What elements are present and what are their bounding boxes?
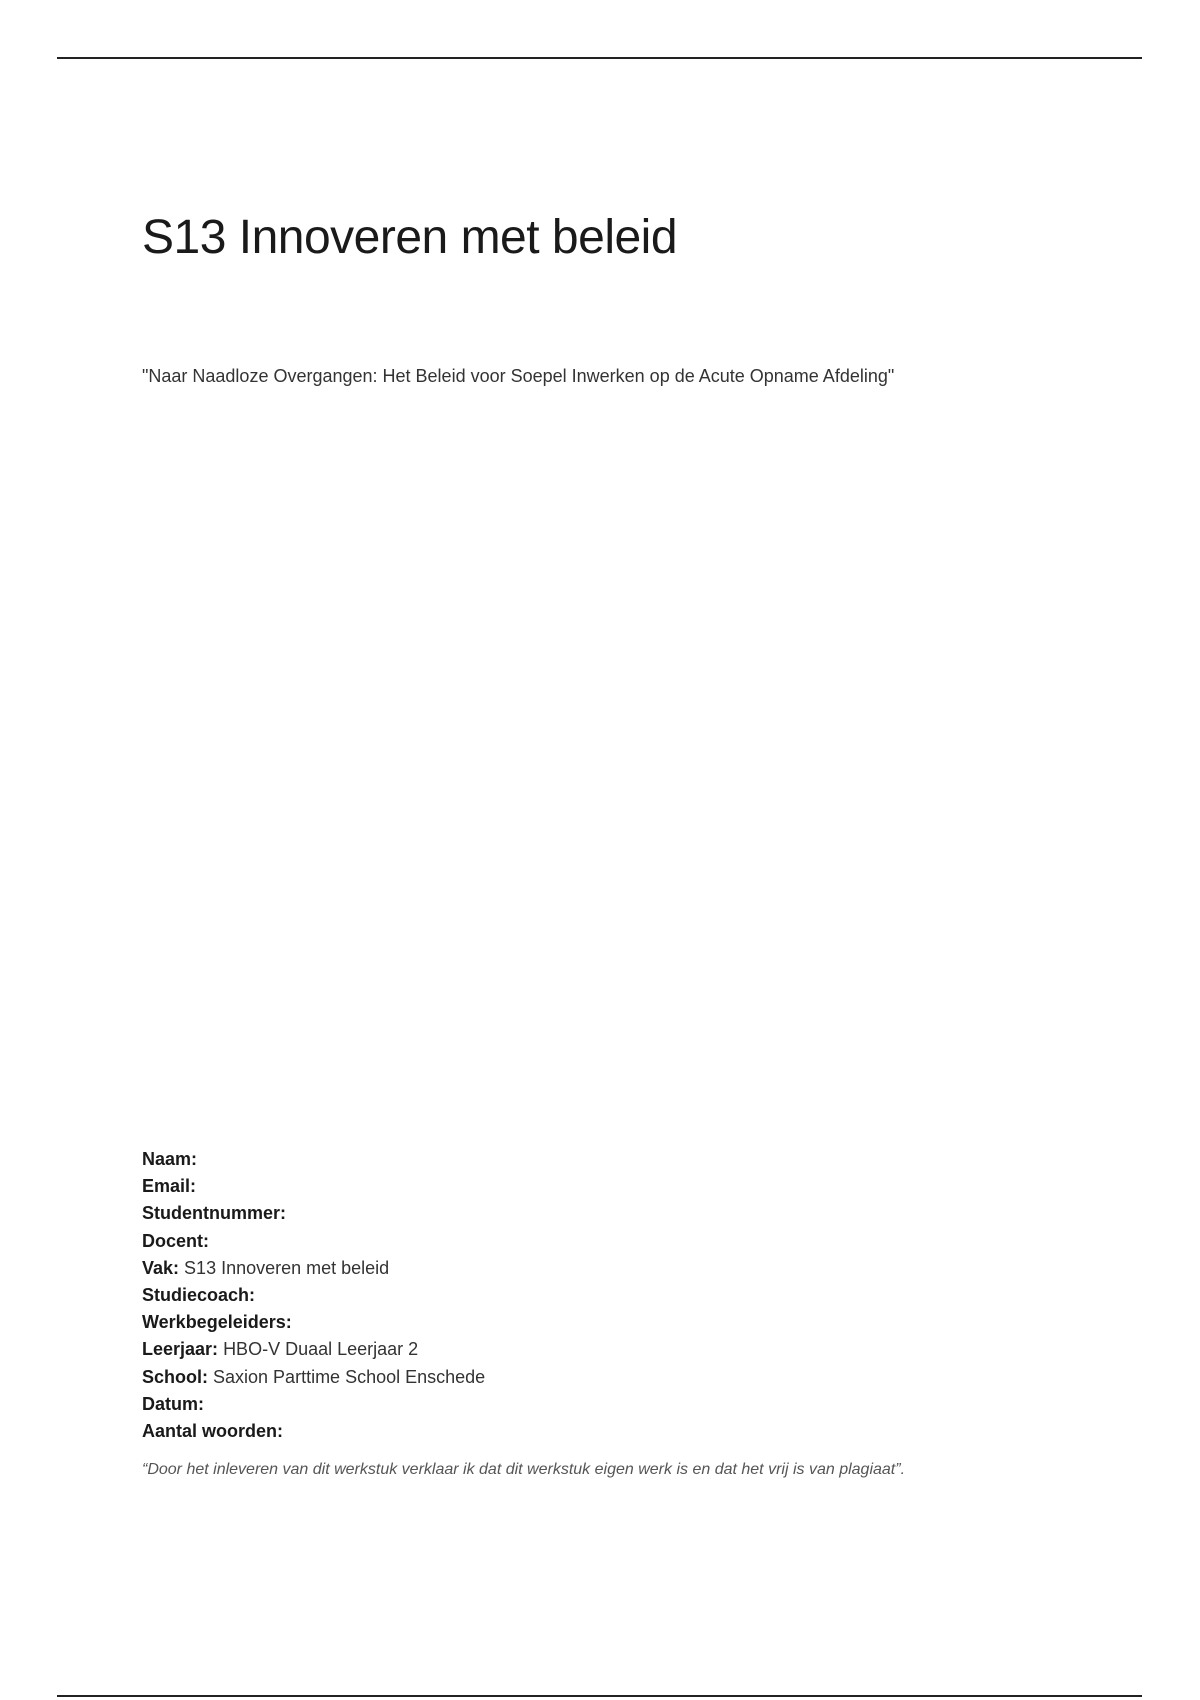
info-label-aantal-woorden: Aantal woorden: <box>142 1420 284 1441</box>
info-label-vak: Vak: <box>142 1257 180 1278</box>
info-label-school: School: <box>142 1366 208 1387</box>
info-row-aantal-woorden <box>142 1418 485 1445</box>
info-label-email: Email: <box>142 1176 197 1197</box>
top-rule <box>57 57 1142 59</box>
document-title: S13 Innoveren met beleid <box>142 211 678 264</box>
info-label-werkbegeleiders: Werkbegeleiders: <box>142 1312 292 1333</box>
info-row-naam <box>142 1146 485 1173</box>
document-subtitle: "Naar Naadloze Overgangen: Het Beleid voor Soepel Inwerken op de Acute Opname Afdeling" <box>142 366 895 386</box>
info-label-naam: Naam: <box>142 1149 198 1169</box>
info-value-leerjaar: HBO-V Duaal Leerjaar 2 <box>223 1339 419 1360</box>
info-value-vak: S13 Innoveren met beleid <box>184 1257 390 1278</box>
info-row-vak <box>142 1255 485 1282</box>
info-row-leerjaar <box>142 1336 485 1363</box>
bottom-rule <box>57 1695 1142 1697</box>
info-row-docent <box>142 1228 485 1255</box>
info-row-studiecoach <box>142 1282 485 1309</box>
student-info-block <box>142 1146 485 1445</box>
info-label-datum: Datum: <box>142 1393 204 1414</box>
info-row-studentnummer <box>142 1200 485 1227</box>
info-row-school <box>142 1364 485 1391</box>
info-label-studiecoach: Studiecoach: <box>142 1284 256 1305</box>
info-value-school: Saxion Parttime School Enschede <box>213 1366 486 1387</box>
info-row-werkbegeleiders <box>142 1309 485 1336</box>
info-row-datum <box>142 1391 485 1418</box>
info-label-leerjaar: Leerjaar: <box>142 1339 219 1360</box>
info-label-docent: Docent: <box>142 1230 209 1251</box>
info-label-studentnummer: Studentnummer: <box>142 1203 286 1224</box>
info-row-email <box>142 1173 485 1200</box>
plagiarism-declaration: “Door het inleveren van dit werkstuk verklaar ik dat dit werkstuk eigen werk is en dat het vrij is van plagiaat”. <box>142 1461 906 1478</box>
